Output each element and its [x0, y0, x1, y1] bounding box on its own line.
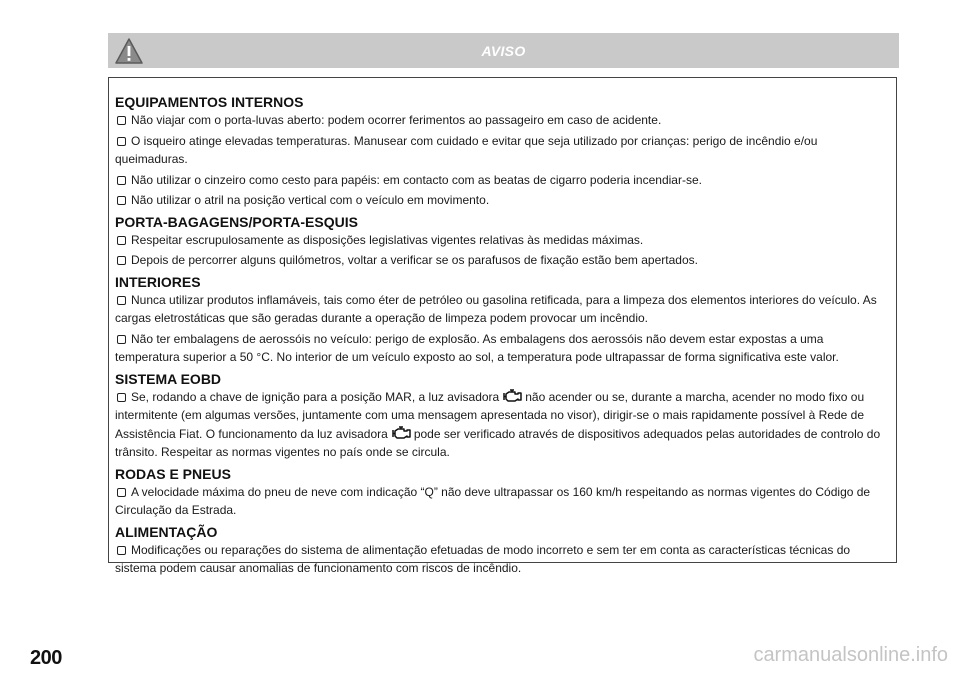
watermark: carmanualsonline.info [753, 644, 948, 666]
section-title-equipamentos: EQUIPAMENTOS INTERNOS [115, 94, 304, 110]
checkbox-bullet-icon [117, 393, 126, 402]
checkbox-bullet-icon [117, 176, 126, 185]
list-item: Não utilizar o atril na posição vertical com o veículo em movimento. [115, 191, 885, 210]
section-title-interiores: INTERIORES [115, 273, 201, 290]
section-title-sistema-eobd: SISTEMA EOBD [115, 370, 222, 387]
list-item: Respeitar escrupulosamente as disposições legislativas vigentes relativas às medidas máximas. [115, 231, 885, 250]
section-title-rodas-pneus: RODAS E PNEUS [115, 465, 231, 482]
checkbox-bullet-icon [117, 116, 126, 125]
list-item: Não ter embalagens de aerossóis no veículo: perigo de explosão. As embalagens dos aerossóis não devem estar expostas a uma temperatura superior a 50 °C. No interior de um veículo exposto ao sol, a temperatura pode ultrapassar de forma significativa este valor. [115, 331, 839, 364]
list-item: Não viajar com o porta-luvas aberto: podem ocorrer ferimentos ao passageiro em caso de acidente. [115, 111, 885, 130]
section-title-alimentacao: ALIMENTAÇÃO [115, 523, 218, 540]
banner-title: AVISO [481, 43, 526, 59]
engine-warning-icon [390, 426, 412, 440]
list-item: Modificações ou reparações do sistema de alimentação efetuadas de modo incorreto e sem ter em conta as características técnicas do sistema podem causar anomalias de funcionamento com riscos de incêndio. [115, 542, 851, 575]
checkbox-bullet-icon [117, 488, 126, 497]
list-item: O isqueiro atinge elevadas temperaturas. Manusear com cuidado e evitar que seja utilizado por crianças: perigo de incêndio e/ou queimaduras. [115, 133, 818, 166]
list-item: A velocidade máxima do pneu de neve com indicação “Q” não deve ultrapassar os 160 km/h respeitando as normas vigentes do Código de Circulação da Estrada. [115, 484, 871, 517]
warning-banner [108, 33, 899, 68]
checkbox-bullet-icon [117, 546, 126, 555]
checkbox-bullet-icon [117, 137, 126, 146]
list-item: Se, rodando a chave de ignição para a posição MAR, a luz avisadora não acender ou se, durante a marcha, acender no modo fixo ou intermitente (em algumas versões, juntamente com uma mensagem apresentada no visor), dirigir-se o mais rapidamente possível à Rede de Assistência Fiat. O funcionamento da luz avisadora pode ser verificado através de dispositivos adequados pelas autoridades de controlo do trânsito. Respeitar as normas vigentes no país onde se circula. [115, 389, 881, 459]
checkbox-bullet-icon [117, 236, 126, 245]
checkbox-bullet-icon [117, 335, 126, 344]
list-item: Não utilizar o cinzeiro como cesto para papéis: em contacto com as beatas de cigarro poderia incendiar-se. [115, 171, 885, 190]
page-number: 200 [30, 647, 62, 669]
checkbox-bullet-icon [117, 296, 126, 305]
engine-warning-icon [501, 389, 523, 403]
list-item: Nunca utilizar produtos inflamáveis, tais como éter de petróleo ou gasolina retificada, para a limpeza dos elementos interiores do veículo. As cargas eletrostáticas que são geradas durante a operação de limpeza podem provocar um incêndio. [115, 292, 877, 325]
checkbox-bullet-icon [117, 256, 126, 265]
section-title-porta-bagagens: PORTA-BAGAGENS/PORTA-ESQUIS [115, 213, 358, 230]
warning-content-box [108, 77, 897, 575]
checkbox-bullet-icon [117, 196, 126, 205]
list-item: Depois de percorrer alguns quilómetros, voltar a verificar se os parafusos de fixação estão bem apertados. [115, 251, 885, 270]
